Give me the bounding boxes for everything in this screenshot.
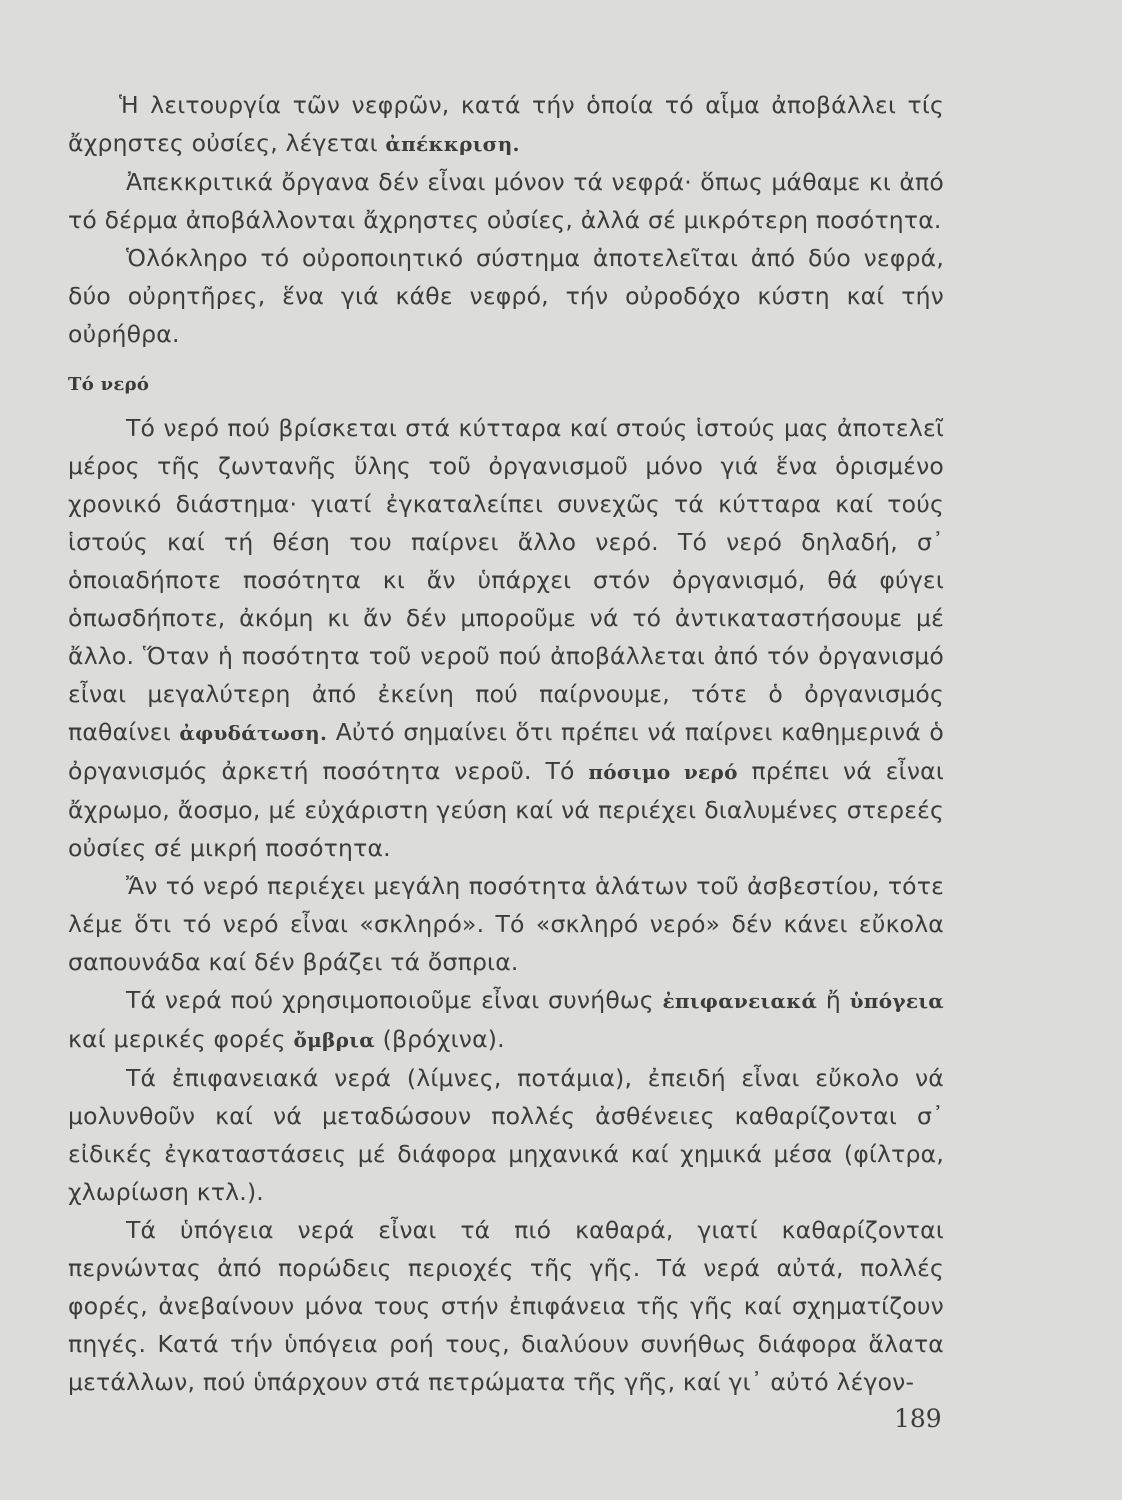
term-dehydration: ἀφυδάτωση. <box>179 721 328 745</box>
term-surface: ἐπιφανειακά <box>662 989 818 1013</box>
paragraph-underground-water: Τά ὑπόγεια νερά εἶναι τά πιό καθαρά, γιατί καθαρίζονται περνώντας ἀπό πορώδεις περιοχές τῆς γῆς. Τά νερά αὐτά, πολλές φορές, ἀνεβαίνουν μόνα τους στήν ἐπιφάνεια τῆς γῆς καί σχηματίζουν πηγές. Κατά τήν ὑπόγεια ροή τους, διαλύουν συνήθως διάφορα ἅλατα μετάλλων, πού ὑπάρχουν στά πετρώματα τῆς γῆς, καί γι᾿ αὐτό λέγον- <box>68 1216 944 1396</box>
term-drinking-water: πόσιμο νερό <box>588 760 738 784</box>
paragraph-text: Τά νερά πού χρησιμοποιοῦμε εἶναι συνήθως <box>126 986 663 1014</box>
page-number: 189 <box>894 1404 942 1433</box>
paragraph-surface-water: Τά ἐπιφανειακά νερά (λίμνες, ποτάμια), ἐπειδή εἶναι εὔκολο νά μολυνθοῦν καί νά μεταδώσουν πολλές ἀσθένειες καθαρίζονται σ᾿ εἰδικές ἐγκαταστάσεις μέ διάφορα μηχανικά καί χημικά μέσα (φίλτρα, χλωρίωση κτλ.). <box>68 1064 944 1206</box>
paragraph-excretory-organs: Ἀπεκκριτικά ὄργανα δέν εἶναι μόνον τά νεφρά· ὅπως μάθαμε κι ἀπό τό δέρμα ἀποβάλλονται ἄχρηστες οὐσίες, ἀλλά σέ μικρότερη ποσότητα. <box>68 168 944 234</box>
paragraph-urinary-system: Ὁλόκληρο τό οὐροποιητικό σύστημα ἀποτελεῖται ἀπό δύο νεφρά, δύο οὐρητῆρες, ἕνα γιά κάθε νεφρό, τήν οὐροδόχο κύστη καί τήν οὐρήθρα. <box>68 244 944 348</box>
paragraph-water-types <box>68 981 944 1059</box>
paragraph-text: πρέπει νά εἶναι ἄχρωμο, ἄοσμο, μέ εὐχάριστη γεύση καί νά περιέχει διαλυμένες στερεές οὐσίες σέ μικρή ποσότητα. <box>68 757 944 862</box>
term-excretion: ἀπέκκριση. <box>385 132 520 156</box>
paragraph-excretion <box>68 86 944 163</box>
paragraph-hard-water: Ἄν τό νερό περιέχει μεγάλη ποσότητα ἁλάτων τοῦ ἀσβεστίου, τότε λέμε ὅτι τό νερό εἶναι «σκληρό». Τό «σκληρό νερό» δέν κάνει εὔκολα σαπουνάδα καί δέν βράζει τά ὄσπρια. <box>68 872 944 976</box>
paragraph-water-in-cells <box>68 409 944 867</box>
paragraph-text: Ἡ λειτουργία τῶν νεφρῶν, κατά τήν ὁποία τό αἷμα ἀποβάλλει τίς ἄχρηστες οὐσίες, λέγεται <box>68 91 944 157</box>
paragraph-text: Αὐτό σημαίνει ὅτι πρέπει νά παίρνει καθημερινά ὁ ὀργανισμός ἀρκετή ποσότητα νεροῦ. Τό <box>68 718 944 785</box>
paragraph-text: Τό νερό πού βρίσκεται στά κύτταρα καί στούς ἱστούς μας ἀποτελεῖ μέρος τῆς ζωντανῆς ὕλης τοῦ ὀργανισμοῦ μόνο γιά ἕνα ὁρισμένο χρονικό διάστημα· γιατί ἐγκαταλείπει συνεχῶς τά κύτταρα καί τούς ἱστούς καί τή θέση του παίρνει ἄλλο νερό. Τό νερό δηλαδή, σ᾿ ὁποιαδήποτε ποσότητα κι ἄν ὑπάρχει στόν ὀργανισμό, θά φύγει ὁπωσδήποτε, ἀκόμη κι ἄν δέν μποροῦμε νά τό ἀντικαταστήσουμε μέ ἄλλο. Ὅταν ἡ ποσότητα τοῦ νεροῦ πού ἀποβάλλεται ἀπό τόν ὀργανισμό εἶναι μεγαλύτερη ἀπό ἐκείνη πού παίρνουμε, τότε ὁ ὀργανισμός παθαίνει <box>68 414 944 746</box>
term-rain: ὄμβρια <box>293 1028 375 1052</box>
body-text <box>68 86 944 1401</box>
paragraph-text: (βρόχινα). <box>374 1025 505 1053</box>
section-heading: Τό νερό <box>68 374 150 395</box>
term-underground: ὑπόγεια <box>849 989 944 1013</box>
paragraph-text: ἤ <box>817 986 850 1014</box>
paragraph-text: καί μερικές φορές <box>68 1025 294 1053</box>
